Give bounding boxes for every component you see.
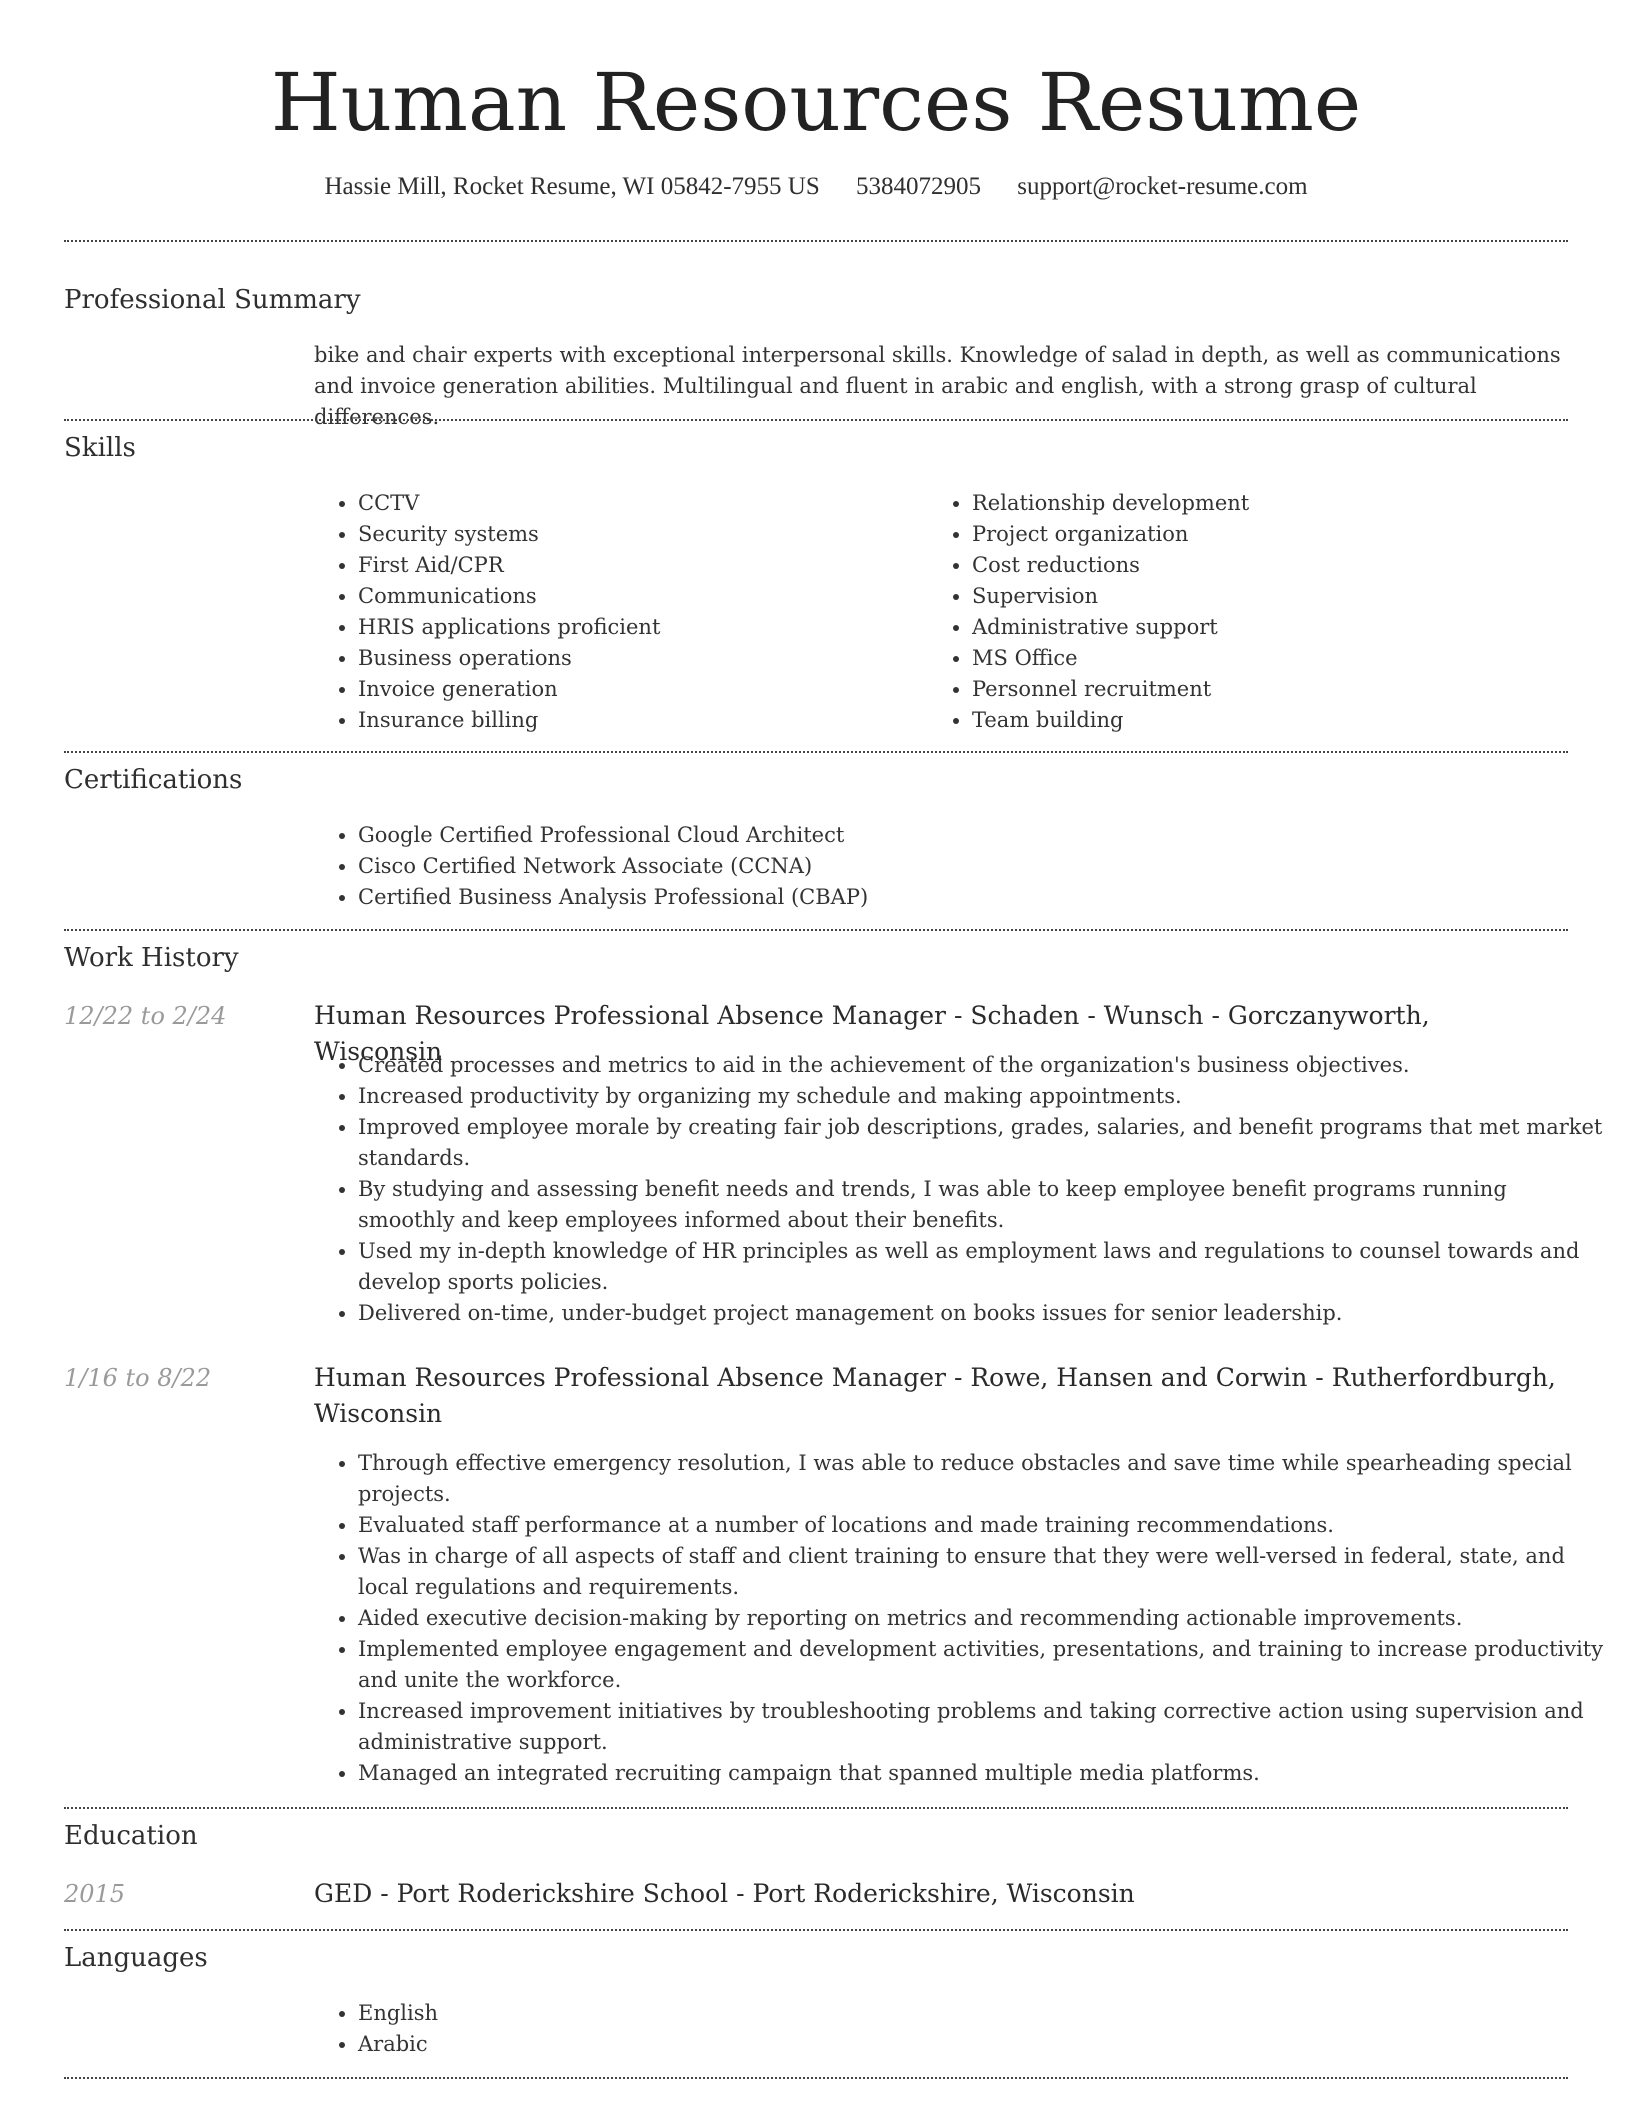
education-entry: GED - Port Roderickshire School - Port Roderickshire, Wisconsin — [314, 1879, 1135, 1908]
divider — [64, 1929, 1568, 1931]
list-item: • Increased productivity by organizing my schedule and making appointments. — [358, 1081, 1608, 1112]
list-item: • Used my in-depth knowledge of HR principles as well as employment laws and regulations to counsel towards and develop sports policies. — [358, 1236, 1608, 1298]
job-dates: 12/22 to 2/24 — [64, 1002, 227, 1030]
list-item: • Team building — [972, 705, 1572, 736]
list-item: • Created processes and metrics to aid in the achievement of the organization's business objectives. — [358, 1050, 1608, 1081]
certifications-list — [314, 820, 1558, 913]
resume-title: Human Resources Resume — [270, 56, 1362, 149]
list-item: • Business operations — [358, 643, 918, 674]
list-item: • Evaluated staff performance at a number of locations and made training recommendations. — [358, 1510, 1608, 1541]
skills-list-left — [314, 488, 918, 736]
job-bullets — [314, 1050, 1608, 1329]
job-title: Human Resources Professional Absence Manager - Schaden - Wunsch - Gorczanyworth, Wisconsin — [314, 1001, 1430, 1066]
divider — [64, 751, 1568, 753]
contact-email: support@rocket-resume.com — [1017, 173, 1308, 200]
list-item: • Improved employee morale by creating fair job descriptions, grades, salaries, and benefit programs that met market standards. — [358, 1112, 1608, 1174]
list-item: • Communications — [358, 581, 918, 612]
list-item: • Increased improvement initiatives by troubleshooting problems and taking corrective action using supervision and administrative support. — [358, 1696, 1608, 1758]
section-title-certifications: Certifications — [64, 765, 243, 795]
section-title-languages: Languages — [64, 1943, 208, 1973]
divider — [64, 2077, 1568, 2079]
contact-address: Hassie Mill, Rocket Resume, WI 05842-7955 US — [324, 173, 820, 200]
list-item: • Supervision — [972, 581, 1572, 612]
skills-list-right — [928, 488, 1572, 736]
list-item: • Cost reductions — [972, 550, 1572, 581]
list-item: • Security systems — [358, 519, 918, 550]
languages-list — [314, 1998, 958, 2060]
list-item: • Aided executive decision-making by reporting on metrics and recommending actionable improvements. — [358, 1603, 1608, 1634]
job-title: Human Resources Professional Absence Manager - Rowe, Hansen and Corwin - Rutherfordburgh, Wisconsin — [314, 1363, 1556, 1428]
list-item: • Google Certified Professional Cloud Architect — [358, 820, 1558, 851]
summary-text: bike and chair experts with exceptional interpersonal skills. Knowledge of salad in depth, as well as communications and invoice generation abilities. Multilingual and fluent in arabic and english, with a strong grasp of cultural differences. — [314, 343, 1561, 429]
list-item: • Project organization — [972, 519, 1572, 550]
list-item: • Through effective emergency resolution, I was able to reduce obstacles and save time while spearheading special projects. — [358, 1448, 1608, 1510]
list-item: • Administrative support — [972, 612, 1572, 643]
education-year: 2015 — [64, 1880, 126, 1908]
list-item: • First Aid/CPR — [358, 550, 918, 581]
list-item: • HRIS applications proficient — [358, 612, 918, 643]
contact-line — [0, 170, 1632, 204]
contact-phone: 5384072905 — [856, 173, 982, 200]
list-item: • Insurance billing — [358, 705, 918, 736]
job-dates: 1/16 to 8/22 — [64, 1364, 212, 1392]
divider — [64, 240, 1568, 242]
list-item: • Certified Business Analysis Professional (CBAP) — [358, 882, 1558, 913]
list-item: • Cisco Certified Network Associate (CCNA) — [358, 851, 1558, 882]
list-item: • Relationship development — [972, 488, 1572, 519]
list-item: • By studying and assessing benefit needs and trends, I was able to keep employee benefit programs running smoothly and keep employees informed about their benefits. — [358, 1174, 1608, 1236]
list-item: • English — [358, 1998, 958, 2029]
section-title-work: Work History — [64, 943, 239, 973]
list-item: • Delivered on-time, under-budget project management on books issues for senior leadership. — [358, 1298, 1608, 1329]
job-bullets — [314, 1448, 1608, 1789]
list-item: • MS Office — [972, 643, 1572, 674]
list-item: • Implemented employee engagement and development activities, presentations, and training to increase productivity and unite the workforce. — [358, 1634, 1608, 1696]
divider — [64, 1807, 1568, 1809]
list-item: • Arabic — [358, 2029, 958, 2060]
section-title-education: Education — [64, 1821, 198, 1851]
divider — [64, 419, 1568, 421]
section-title-skills: Skills — [64, 433, 136, 463]
list-item: • CCTV — [358, 488, 918, 519]
section-title-summary: Professional Summary — [64, 285, 361, 315]
list-item: • Was in charge of all aspects of staff and client training to ensure that they were well-versed in federal, state, and local regulations and requirements. — [358, 1541, 1608, 1603]
divider — [64, 929, 1568, 931]
list-item: • Managed an integrated recruiting campaign that spanned multiple media platforms. — [358, 1758, 1608, 1789]
list-item: • Invoice generation — [358, 674, 918, 705]
list-item: • Personnel recruitment — [972, 674, 1572, 705]
